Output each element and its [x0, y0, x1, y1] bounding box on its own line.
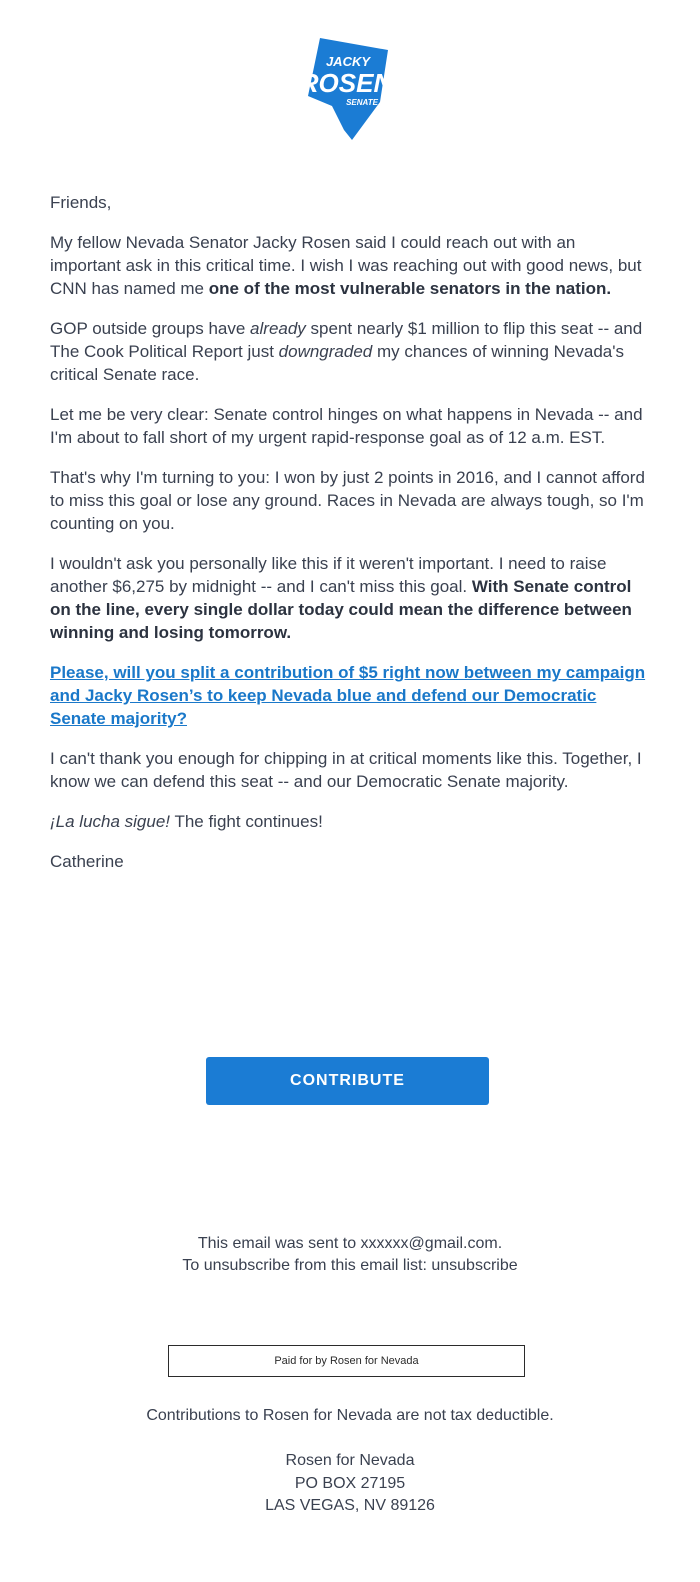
- unsubscribe-line: [0, 1255, 700, 1277]
- paragraph-5: [50, 552, 650, 644]
- paragraph-3: Let me be very clear: Senate control hinges on what happens in Nevada -- and I'm about to fall short of my urgent rapid-response goal as of 12 a.m. EST.: [50, 405, 643, 447]
- paragraph-1-bold: one of the most vulnerable senators in the nation.: [208, 279, 612, 298]
- paragraph-5-bold: With Senate control on the line, every single dollar today could mean the difference between winning and losing tomorrow.: [50, 577, 632, 642]
- paragraph-5-text: I wouldn't ask you personally like this if it weren't important. I need to raise another $6,275 by midnight -- and I can't miss this goal.: [50, 554, 607, 596]
- contribute-button[interactable]: CONTRIBUTE: [206, 1057, 489, 1105]
- tax-note: Contributions to Rosen for Nevada are not tax deductible.: [146, 1407, 554, 1424]
- address-line-1: Rosen for Nevada: [285, 1452, 415, 1469]
- ask-paragraph: [50, 661, 650, 730]
- paragraph-7: [50, 810, 650, 833]
- contribution-ask-link[interactable]: Please, will you split a contribution of $5 right now between my campaign and Jacky Rosen’s to keep Nevada blue and defend our Democratic Senate majority?: [50, 663, 646, 728]
- paragraph-2-text-a: GOP outside groups have: [50, 319, 251, 338]
- mailing-address: [0, 1450, 700, 1518]
- paragraph-4: That's why I'm turning to you: I won by just 2 points in 2016, and I cannot afford to miss this goal or lose any ground. Races in Nevada are always tough, so I'm counting on you.: [50, 468, 645, 533]
- sent-to-line: This email was sent to xxxxxx@gmail.com.: [197, 1235, 503, 1252]
- footer-sent-info: [0, 1233, 700, 1277]
- paragraph-2-em-1: already: [250, 319, 306, 338]
- signature: Catherine: [50, 852, 124, 871]
- paragraph-7-text: The fight continues!: [170, 812, 323, 831]
- paragraph-1: [50, 231, 650, 300]
- paragraph-2-text-c: my chances of winning Nevada's critical Senate race.: [50, 342, 624, 384]
- address-line-3: LAS VEGAS, NV 89126: [265, 1497, 435, 1514]
- paragraph-2-em-2: downgraded: [278, 342, 373, 361]
- campaign-logo: [300, 30, 392, 142]
- greeting: Friends,: [50, 193, 112, 212]
- logo-line-2: ROSEN: [300, 68, 392, 98]
- paragraph-1-text: My fellow Nevada Senator Jacky Rosen said I could reach out with an important ask in this critical time. I wish I was reaching out with good news, but CNN has named me: [50, 233, 642, 298]
- nevada-logo-icon: [300, 30, 392, 142]
- paragraph-7-em: ¡La lucha sigue!: [50, 812, 171, 831]
- letter-body: [50, 191, 650, 890]
- paragraph-2: [50, 317, 650, 386]
- paid-for-disclaimer: Paid for by Rosen for Nevada: [168, 1345, 525, 1377]
- logo-line-1: JACKY: [325, 54, 371, 69]
- logo-line-3: SENATE: [346, 98, 378, 107]
- paragraph-2-text-b: spent nearly $1 million to flip this seat -- and The Cook Political Report just: [50, 319, 643, 361]
- paragraph-6: I can't thank you enough for chipping in at critical moments like this. Together, I know we can defend this seat -- and our Democratic Senate majority.: [50, 749, 642, 791]
- address-line-2: PO BOX 27195: [294, 1474, 406, 1492]
- unsubscribe-prefix: To unsubscribe from this email list:: [182, 1257, 432, 1274]
- unsubscribe-link[interactable]: unsubscribe: [431, 1257, 518, 1274]
